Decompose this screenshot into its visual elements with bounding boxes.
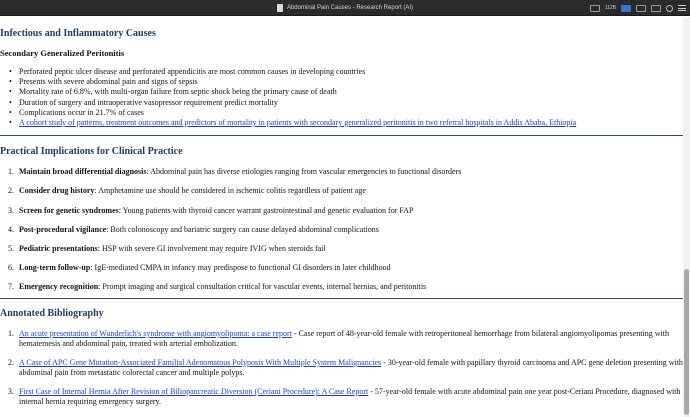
item-number: 3.	[8, 205, 14, 215]
search-icon[interactable]	[666, 5, 673, 12]
peritonitis-study-link[interactable]: A cohort study of patterns, treatment outcomes and predictors of mortality in patients with secondary generalized peritonitis in two referral hospitals in Addis Ababa, Ethiopia	[19, 118, 577, 128]
list-item: • Presents with severe abdominal pain and signs of sepsis	[19, 77, 576, 87]
sidebar-toggle-icon[interactable]	[590, 5, 600, 12]
bibliography-link[interactable]: A Case of APC Gene Mutation-Associated Familial Adenomatous Polyposis With Multiple System Malignancies	[19, 358, 382, 367]
bibliography-annotation: - Case report of 48-year-old female with retroperitoneal hemorrhage from bilateral angiomyolipomas presenting with hematemesis and abdominal pain, treated with arterial embolization.	[19, 329, 669, 348]
item-title: Emergency recognition	[19, 282, 99, 291]
list-item: • Perforated peptic ulcer disease and perforated appendicitis are most common causes in developing countries	[19, 67, 576, 77]
item-title: Consider drug history	[19, 186, 95, 195]
item-number: 3.	[8, 387, 14, 396]
scrollbar-thumb[interactable]	[684, 269, 689, 415]
section-divider	[0, 298, 683, 299]
item-text: : IgE-mediated CMPA in infancy may predispose to functional GI disorders in later childhood	[90, 263, 391, 272]
bibliography-link[interactable]: An acute presentation of Wunderlich's syndrome with angiomyolipoma: a case report	[19, 329, 292, 338]
item-number: 1.	[8, 167, 14, 176]
item-number: 2.	[8, 358, 14, 367]
list-item-link	[19, 118, 576, 128]
document-icon	[277, 4, 283, 12]
item-title: Screen for genetic syndromes	[19, 205, 119, 215]
item-title: Pediatric presentations	[19, 244, 98, 253]
item-number: 2.	[8, 186, 14, 195]
item-title: Maintain broad differential diagnosis	[19, 167, 147, 176]
list-item: • Duration of surgery and intraoperative vasopressor requirement predict mortality	[19, 98, 576, 108]
title-group	[277, 4, 413, 12]
item-title: Post-procedural vigilance	[19, 224, 107, 234]
item-text: : Young patients with thyroid cancer warrant gastrointestinal and genetic evaluation for FAP	[118, 205, 414, 215]
bibliography-annotation: - 30-year-old female with papillary thyroid carcinoma and APC gene deletion presenting with abdominal pain from metastatic colorectal cancer and multiple polyps.	[19, 358, 683, 377]
toolbar-right	[590, 0, 686, 16]
list-item: • Mortality rate of 6.8%, with multi-organ failure from septic shock being the primary cause of death	[19, 87, 576, 97]
section-divider	[0, 135, 683, 136]
window-title: Abdominal Pain Causes - Research Report (AI)	[286, 4, 414, 11]
section-heading-practical: Practical Implications for Clinical Practice	[0, 146, 183, 157]
section-heading-bibliography: Annotated Bibliography	[0, 308, 104, 319]
item-number: 6.	[8, 263, 14, 272]
item-text: : Prompt imaging and surgical consultation critical for vascular events, internal hernias, and peritonitis	[98, 282, 427, 291]
item-number: 1.	[8, 329, 14, 338]
item-title: Long-term follow-up	[19, 263, 91, 272]
item-number: 5.	[8, 244, 14, 253]
item-number: 7.	[8, 282, 14, 291]
window-titlebar	[0, 0, 690, 16]
list-item: • Complications occur in 21.7% of cases	[19, 108, 576, 118]
split-view-icon[interactable]	[651, 5, 661, 12]
bibliography-annotation: - 57-year-old female with acute abdominal pain one year post-Ceriani Procedure, diagnosed with internal hernia requiring emergency surgery.	[19, 387, 681, 406]
item-text: : HSP with severe GI involvement may require IVIG when steroids fail	[97, 244, 326, 253]
peritonitis-bullet-list	[19, 67, 576, 128]
section-heading-infectious: Infectious and Inflammatory Causes	[0, 28, 156, 39]
vertical-scrollbar[interactable]	[683, 17, 690, 417]
item-text: : Amphetamine use should be considered in ischemic colitis regardless of patient age	[94, 186, 366, 195]
view-mode-icon[interactable]	[621, 5, 631, 12]
menu-icon[interactable]	[678, 5, 686, 11]
item-number: 4.	[8, 224, 14, 234]
zoom-level[interactable]: 112B	[604, 5, 616, 11]
document-content	[0, 17, 683, 417]
subheading-peritonitis: Secondary Generalized Peritonitis	[0, 48, 125, 58]
bibliography-link[interactable]: First Case of Internal Hernia After Revision of Biliopancreatic Diversion (Ceriani Procedure): A Case Report	[19, 387, 369, 396]
item-text: : Both colonoscopy and bariatric surgery can cause delayed abdominal complications	[106, 224, 379, 234]
item-text: : Abdominal pain has diverse etiologies ranging from vascular emergencies to functional disorders	[146, 167, 462, 176]
layout-icon[interactable]	[636, 5, 646, 12]
